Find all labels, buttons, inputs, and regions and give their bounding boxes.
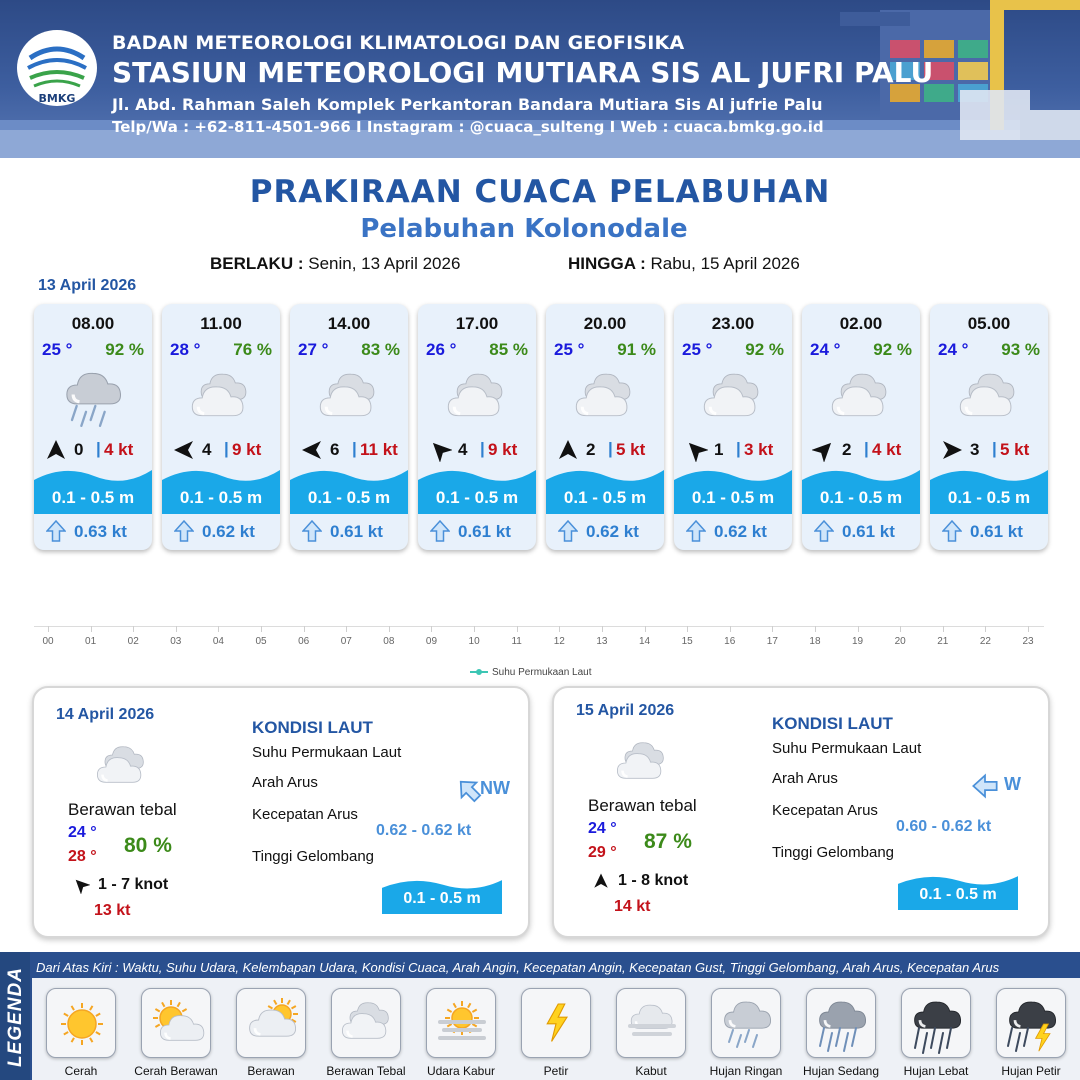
axis-tick-label: 01: [85, 636, 97, 647]
day-wave-height: 0.1 - 0.5 m: [403, 890, 481, 907]
hour-card[interactable]: [546, 304, 664, 550]
wind-arrow-icon: [44, 438, 68, 462]
wind-separator: |: [608, 439, 613, 458]
wind-arrow-icon: [428, 438, 452, 462]
current-speed: 0.61 kt: [458, 522, 511, 541]
current-speed: 0.61 kt: [842, 522, 895, 541]
day-wind-direction: [592, 872, 610, 890]
hour-temperature: 25 °: [554, 340, 585, 359]
axis-tick-label: 14: [638, 636, 651, 647]
berawan-tebal-icon: [568, 364, 642, 434]
current-direction: [430, 519, 450, 543]
hour-card[interactable]: [162, 304, 280, 550]
wind-speed: 4: [202, 440, 212, 459]
hour-temperature: 25 °: [42, 340, 73, 359]
current-speed-range: 0.60 - 0.62 kt: [896, 818, 992, 835]
wind-separator: |: [352, 439, 357, 458]
legend-icon-box: [806, 988, 876, 1058]
legend-icon-box: [521, 988, 591, 1058]
berawan-tebal-icon: [696, 364, 770, 434]
port-name: Pelabuhan Kolonodale: [360, 214, 688, 244]
current-speed: 0.62 kt: [202, 522, 255, 541]
current-arrow-icon: [302, 519, 322, 543]
wind-direction: [428, 438, 452, 462]
axis-tick: [985, 626, 986, 632]
axis-tick: [602, 626, 603, 632]
day-humidity: 80 %: [124, 834, 172, 857]
hour-humidity: 76 %: [233, 340, 272, 359]
wind-speed: 2: [842, 440, 852, 459]
hour-time: 20.00: [583, 314, 627, 333]
hour-time: 11.00: [200, 314, 242, 333]
wind-speed: 0: [74, 440, 84, 459]
legend-item-label: Hujan Sedang: [802, 1064, 880, 1078]
current-speed: 0.61 kt: [330, 522, 383, 541]
gust-speed: 5 kt: [616, 440, 646, 459]
day-temp-min: 24 °: [68, 824, 97, 841]
cerah-berawan-icon: [147, 994, 207, 1054]
current-direction: [686, 519, 706, 543]
axis-tick-label: 11: [511, 636, 522, 647]
axis-tick-label: 09: [425, 636, 438, 647]
wave-height-label: Tinggi Gelombang: [252, 848, 375, 865]
axis-tick: [304, 626, 305, 632]
sea-heading: KONDISI LAUT: [772, 714, 893, 733]
weather-icon-box: [696, 364, 770, 434]
wind-direction: [556, 438, 580, 462]
legend-description: Dari Atas Kiri : Waktu, Suhu Udara, Kelembapan Udara, Kondisi Cuaca, Arah Angin, Kecepatan Angin, Kecepatan Gust, Tinggi Gelombang, Arah Arus, Kecepatan Arus: [36, 960, 1000, 975]
hujan-petir-icon: [1002, 994, 1062, 1054]
axis-tick-label: 13: [596, 636, 608, 647]
berawan-tebal-icon: [952, 364, 1026, 434]
sst-legend[interactable]: [470, 667, 592, 678]
legend-item: [606, 988, 696, 1078]
hour-humidity: 83 %: [361, 340, 400, 359]
gust-speed: 9 kt: [488, 440, 518, 459]
legend-icon-box: [616, 988, 686, 1058]
axis-tick: [218, 626, 219, 632]
legend-icon-box: [426, 988, 496, 1058]
hour-time: 08.00: [71, 314, 115, 333]
axis-tick: [943, 626, 944, 632]
current-direction-label: Arah Arus: [252, 774, 318, 791]
legend-icon-box: [711, 988, 781, 1058]
current-speed-label: Kecepatan Arus: [252, 806, 358, 823]
day-condition: Berawan tebal: [68, 800, 177, 819]
wind-arrow-icon: [556, 438, 580, 462]
berawan-icon: [242, 994, 302, 1054]
weather-icon-box: [56, 364, 130, 434]
day-weather-icon-box: [610, 734, 674, 784]
petir-icon: [527, 994, 587, 1054]
wind-separator: |: [224, 439, 229, 458]
hour-current: [170, 518, 280, 544]
header-text: [112, 32, 933, 136]
hour-time: 14.00: [327, 314, 371, 333]
current-arrow-icon: [174, 519, 194, 543]
axis-tick-label: 17: [766, 636, 778, 647]
sst-legend-label: Suhu Permukaan Laut: [492, 667, 592, 678]
axis-tick: [858, 626, 859, 632]
sst-label: Suhu Permukaan Laut: [772, 740, 922, 757]
day-date: 14 April 2026: [56, 706, 155, 723]
wind-speed: 4: [458, 440, 468, 459]
day1-date: 13 April 2026: [38, 277, 137, 294]
wave-height: 0.1 - 0.5 m: [563, 488, 647, 507]
hour-humidity: 92 %: [873, 340, 912, 359]
axis-tick: [91, 626, 92, 632]
berawan-tebal-icon: [337, 994, 397, 1054]
hour-temperature: 24 °: [810, 340, 841, 359]
axis-tick-label: 07: [340, 636, 352, 647]
hour-wind: [680, 438, 790, 462]
wind-direction: [812, 438, 836, 462]
axis-tick: [645, 626, 646, 632]
hujan-lebat-icon: [907, 994, 967, 1054]
legend-icon-box: [331, 988, 401, 1058]
day-panel: [32, 686, 530, 938]
legend-item: [416, 988, 506, 1078]
current-arrow-icon: [686, 519, 706, 543]
axis-tick: [730, 626, 731, 632]
hour-time: 05.00: [967, 314, 1011, 333]
hour-card[interactable]: [418, 304, 536, 550]
day-wind-direction: [72, 876, 90, 894]
day-temp-max: 28 °: [68, 848, 97, 865]
wind-arrow-icon: [172, 438, 196, 462]
wind-speed: 2: [586, 440, 596, 459]
hour-humidity: 92 %: [105, 340, 144, 359]
gust-speed: 5 kt: [1000, 440, 1030, 459]
valid-from-label: BERLAKU :: [210, 254, 304, 273]
axis-tick-label: 04: [212, 636, 224, 647]
current-speed: 0.62 kt: [586, 522, 639, 541]
wind-arrow-icon: [812, 438, 836, 462]
berawan-tebal-icon: [440, 364, 514, 434]
berawan-tebal-icon: [90, 738, 154, 788]
day-wave-height: 0.1 - 0.5 m: [919, 886, 997, 903]
hour-wind: [40, 438, 150, 462]
legend-item-label: Berawan Tebal: [326, 1064, 406, 1078]
hour-wind: [296, 438, 406, 462]
current-speed: 0.61 kt: [970, 522, 1023, 541]
current-direction: [558, 519, 578, 543]
hujan-ringan-icon: [56, 364, 130, 434]
axis-tick: [389, 626, 390, 632]
axis-tick: [559, 626, 560, 632]
current-speed-range: 0.62 - 0.62 kt: [376, 822, 472, 839]
valid-to: [568, 254, 800, 274]
legend-item-label: Petir: [543, 1064, 569, 1078]
header-banner: [0, 0, 1080, 158]
day-humidity: 87 %: [644, 830, 692, 853]
day-current-arrow: [970, 772, 1000, 800]
axis-tick-label: 23: [1022, 636, 1034, 647]
wind-arrow-icon: [684, 438, 708, 462]
wind-arrow-icon: [940, 438, 964, 462]
legend-icon-box: [46, 988, 116, 1058]
axis-tick: [346, 626, 347, 632]
hour-temperature: 26 °: [426, 340, 457, 359]
valid-to-label: HINGGA :: [568, 254, 646, 273]
kabut-icon: [622, 994, 682, 1054]
legend-item: [131, 988, 221, 1078]
wind-arrow-icon: [300, 438, 324, 462]
axis-tick-label: 02: [127, 636, 139, 647]
legend-item-label: Cerah: [64, 1064, 98, 1078]
axis-tick: [1028, 626, 1029, 632]
wind-arrow-icon: [72, 876, 90, 894]
valid-from: [210, 254, 460, 274]
legend-item-label: Hujan Petir: [1001, 1064, 1061, 1078]
hour-temperature: 24 °: [938, 340, 969, 359]
gust-speed: 4 kt: [104, 440, 134, 459]
axis-tick: [176, 626, 177, 632]
station-name: STASIUN METEOROLOGI MUTIARA SIS AL JUFRI PALU: [112, 56, 934, 89]
wave-height: 0.1 - 0.5 m: [947, 488, 1031, 507]
hour-card[interactable]: [290, 304, 408, 550]
legend-item: [891, 988, 981, 1078]
station-contact: Telp/Wa : +62-811-4501-966 I Instagram : @cuaca_sulteng I Web : cuaca.bmkg.go.id: [112, 118, 824, 136]
axis-tick-label: 06: [298, 636, 310, 647]
wind-speed: 3: [970, 440, 980, 459]
current-arrow-icon: [814, 519, 834, 543]
berawan-tebal-icon: [184, 364, 258, 434]
axis-tick-label: 16: [724, 636, 736, 647]
current-speed-label: Kecepatan Arus: [772, 802, 878, 819]
sst-legend-marker-icon: [470, 668, 488, 676]
wave-height: 0.1 - 0.5 m: [819, 488, 903, 507]
wind-direction: [684, 438, 708, 462]
hour-humidity: 93 %: [1001, 340, 1040, 359]
wind-separator: |: [96, 439, 101, 458]
day-panel: [552, 686, 1050, 938]
berawan-tebal-icon: [312, 364, 386, 434]
hour-wind: [808, 438, 918, 462]
hour-card[interactable]: [674, 304, 792, 550]
day-condition: Berawan tebal: [588, 796, 697, 815]
hour-current: [426, 518, 536, 544]
day-wind-speed: 1 - 8 knot: [618, 872, 689, 889]
axis-tick-label: 21: [937, 636, 949, 647]
axis-tick: [474, 626, 475, 632]
axis-tick-label: 12: [553, 636, 565, 647]
valid-to-value: Rabu, 15 April 2026: [650, 254, 800, 273]
wind-separator: |: [864, 439, 869, 458]
wind-direction: [940, 438, 964, 462]
hour-wind: [424, 438, 534, 462]
gust-speed: 11 kt: [360, 440, 398, 459]
current-arrow-icon: [558, 519, 578, 543]
axis-tick: [687, 626, 688, 632]
current-direction: [942, 519, 962, 543]
axis-tick: [900, 626, 901, 632]
axis-tick-label: 19: [852, 636, 864, 647]
current-direction: NW: [480, 778, 510, 798]
current-direction: [302, 519, 322, 543]
axis-tick-label: 20: [894, 636, 906, 647]
legend-item-label: Kabut: [635, 1064, 667, 1078]
wave-height: 0.1 - 0.5 m: [307, 488, 391, 507]
berawan-tebal-icon: [824, 364, 898, 434]
wind-arrow-icon: [592, 872, 610, 890]
hour-current: [42, 518, 152, 544]
hujan-sedang-icon: [812, 994, 872, 1054]
axis-tick: [772, 626, 773, 632]
legend-icon-box: [141, 988, 211, 1058]
current-direction-label: Arah Arus: [772, 770, 838, 787]
day-temp-min: 24 °: [588, 820, 617, 837]
gust-speed: 3 kt: [744, 440, 774, 459]
gust-speed: 9 kt: [232, 440, 262, 459]
weather-icon-box: [568, 364, 642, 434]
berawan-tebal-icon: [610, 734, 674, 784]
current-arrow-icon: [430, 519, 450, 543]
legend-title: LEGENDA: [5, 967, 26, 1067]
weather-icon-box: [824, 364, 898, 434]
legend-item-label: Hujan Lebat: [903, 1064, 969, 1078]
hour-temperature: 27 °: [298, 340, 329, 359]
hour-card[interactable]: [34, 304, 152, 550]
hour-temperature: 28 °: [170, 340, 201, 359]
current-arrow-icon: [942, 519, 962, 543]
axis-tick-label: 03: [170, 636, 182, 647]
axis-line: [34, 626, 1044, 627]
wave-height: 0.1 - 0.5 m: [51, 488, 135, 507]
legend-icon-box: [236, 988, 306, 1058]
udara-kabur-icon: [432, 994, 492, 1054]
gust-speed: 4 kt: [872, 440, 902, 459]
wind-separator: |: [992, 439, 997, 458]
bmkg-logo: [14, 30, 100, 110]
axis-tick: [815, 626, 816, 632]
axis-tick-label: 00: [42, 636, 54, 647]
wind-direction: [300, 438, 324, 462]
wave-height: 0.1 - 0.5 m: [691, 488, 775, 507]
day-gust: 13 kt: [94, 902, 131, 919]
agency-name: BADAN METEOROLOGI KLIMATOLOGI DAN GEOFISIKA: [112, 32, 685, 54]
sea-heading: KONDISI LAUT: [252, 718, 373, 737]
day-wind-speed: 1 - 7 knot: [98, 876, 169, 893]
hourly-forecast: [34, 304, 1050, 552]
legend-item: [321, 988, 411, 1078]
day-temp-max: 29 °: [588, 844, 617, 861]
legend-item-label: Cerah Berawan: [134, 1064, 218, 1078]
hour-time: 23.00: [711, 314, 755, 333]
wind-direction: [44, 438, 68, 462]
axis-tick: [517, 626, 518, 632]
hour-time: 02.00: [839, 314, 883, 333]
hour-wind: [168, 438, 278, 462]
weather-icon-box: [184, 364, 258, 434]
current-speed: 0.63 kt: [74, 522, 127, 541]
sst-label: Suhu Permukaan Laut: [252, 744, 402, 761]
hour-current: [682, 518, 792, 544]
legend-item: [511, 988, 601, 1078]
hour-temperature: 25 °: [682, 340, 713, 359]
axis-tick: [48, 626, 49, 632]
current-direction: [814, 519, 834, 543]
hour-humidity: 92 %: [745, 340, 784, 359]
hour-current: [298, 518, 408, 544]
legend-item: [36, 988, 126, 1078]
legend-icon-box: [901, 988, 971, 1058]
day-gust: 14 kt: [614, 898, 651, 915]
valid-from-value: Senin, 13 April 2026: [308, 254, 461, 273]
axis-tick-label: 22: [979, 636, 991, 647]
wind-speed: 6: [330, 440, 340, 459]
axis-tick-label: 08: [383, 636, 395, 647]
axis-tick: [261, 626, 262, 632]
hour-humidity: 91 %: [617, 340, 656, 359]
hour-card[interactable]: [930, 304, 1048, 550]
wind-speed: 1: [714, 440, 724, 459]
axis-tick-label: 05: [255, 636, 267, 647]
weather-icon-box: [952, 364, 1026, 434]
current-direction: [174, 519, 194, 543]
weather-icon-box: [312, 364, 386, 434]
hour-wind: [552, 438, 662, 462]
legend-icon-box: [996, 988, 1066, 1058]
legend-item: [226, 988, 316, 1078]
legend-item: [796, 988, 886, 1078]
axis-tick-label: 15: [681, 636, 693, 647]
day-date: 15 April 2026: [576, 702, 675, 719]
current-direction: [46, 519, 66, 543]
hour-time: 17.00: [455, 314, 499, 333]
legend-item: [986, 988, 1076, 1078]
cerah-icon: [52, 994, 112, 1054]
hour-humidity: 85 %: [489, 340, 528, 359]
hour-current: [938, 518, 1048, 544]
station-address: Jl. Abd. Rahman Saleh Komplek Perkantoran Bandara Mutiara Sis Al jufrie Palu: [112, 95, 823, 114]
axis-tick: [431, 626, 432, 632]
legend-item: [701, 988, 791, 1078]
wind-separator: |: [480, 439, 485, 458]
page-title: PRAKIRAAN CUACA PELABUHAN: [249, 174, 831, 210]
current-arrow-icon: [970, 772, 1000, 800]
time-axis: [34, 626, 1044, 650]
legend-item-label: Udara Kabur: [426, 1064, 496, 1078]
wave-height-label: Tinggi Gelombang: [772, 844, 895, 861]
hour-card[interactable]: [802, 304, 920, 550]
current-arrow-icon: [46, 519, 66, 543]
wind-direction: [172, 438, 196, 462]
wave-height: 0.1 - 0.5 m: [435, 488, 519, 507]
wind-separator: |: [736, 439, 741, 458]
axis-tick: [133, 626, 134, 632]
logo-text: BMKG: [38, 92, 76, 105]
wave-height: 0.1 - 0.5 m: [179, 488, 263, 507]
weather-icon-box: [440, 364, 514, 434]
axis-tick-label: 10: [468, 636, 480, 647]
legend-item-label: Berawan: [247, 1064, 295, 1078]
current-direction: W: [1004, 774, 1021, 794]
hour-wind: [936, 438, 1046, 462]
axis-tick-label: 18: [809, 636, 821, 647]
day-weather-icon-box: [90, 738, 154, 788]
hujan-ringan-icon: [717, 994, 777, 1054]
hour-current: [554, 518, 664, 544]
current-speed: 0.62 kt: [714, 522, 767, 541]
legend-item-label: Hujan Ringan: [709, 1064, 783, 1078]
hour-current: [810, 518, 920, 544]
